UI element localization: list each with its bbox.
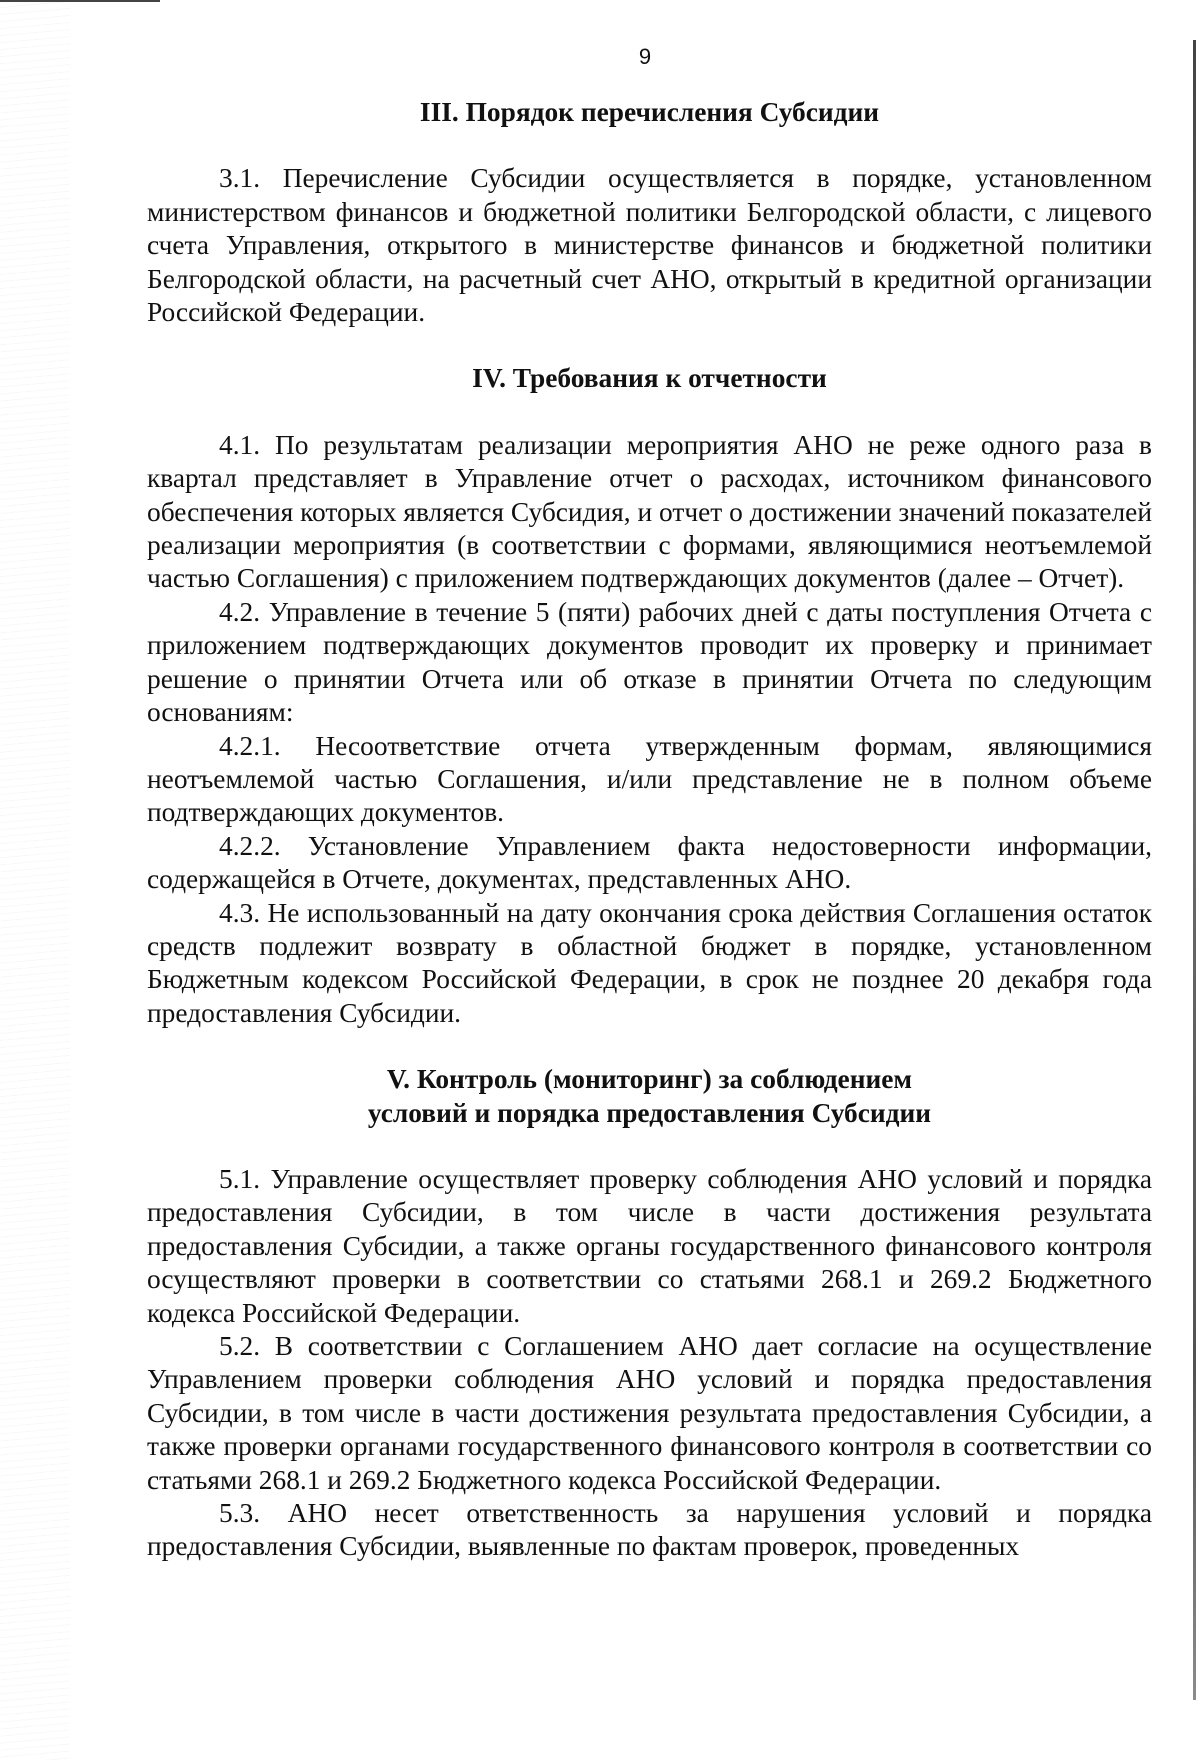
- paragraph-5-3: 5.3. АНО несет ответственность за нарушения условий и порядка предоставления Субсидии, выявленные по фактам проверок, проведенных: [147, 1498, 1152, 1562]
- paragraph-4-2-1: 4.2.1. Несоответствие отчета утвержденным формам, являющимися неотъемлемой частью Соглашения, и/или представление не в полном объеме подтверждающих документов.: [147, 730, 1152, 828]
- page-number: 9: [638, 44, 652, 69]
- section-5-title-line-1: V. Контроль (мониторинг) за соблюдением: [386, 1064, 913, 1095]
- section-4-title: IV. Требования к отчетности: [472, 363, 827, 394]
- section-5-title: [147, 1063, 1152, 1130]
- section-5-title-line-2: условий и порядка предоставления Субсидии: [367, 1097, 932, 1128]
- section-3-title: III. Порядок перечисления Субсидии: [419, 97, 880, 127]
- paragraph-4-2: 4.2. Управление в течение 5 (пяти) рабочих дней с даты поступления Отчета с приложением подтверждающих документов проводит их проверку и принимает решение о принятии Отчета или об отказе в принятии Отчета по следующим основаниям:: [147, 596, 1152, 728]
- paragraph-5-1: 5.1. Управление осуществляет проверку соблюдения АНО условий и порядка предоставления Субсидии, в том числе в части достижения результата предоставления Субсидии, а также органы государственного финансового контроля осуществляют проверки в соответствии со статьями 268.1 и 269.2 Бюджетного кодекса Российской Федерации.: [147, 1163, 1152, 1328]
- paragraph-3-1: 3.1. Перечисление Субсидии осуществляется в порядке, установленном министерством финансов и бюджетной политики Белгородской области, с лицевого счета Управления, открытого в министерстве финансов и бюджетной политики Белгородской области, на расчетный счет АНО, открытый в кредитной организации Российской Федерации.: [147, 163, 1152, 328]
- paragraph-4-3: 4.3. Не использованный на дату окончания срока действия Соглашения остаток средств подлежит возврату в областной бюджет в порядке, установленном Бюджетным кодексом Российской Федерации, в срок не позднее 20 декабря года предоставления Субсидии.: [147, 897, 1152, 1028]
- paragraph-4-2-2: 4.2.2. Установление Управлением факта недостоверности информации, содержащейся в Отчете, документах, представленных АНО.: [147, 830, 1152, 895]
- paragraph-4-1: 4.1. По результатам реализации мероприятия АНО не реже одного раза в квартал представляет в Управление отчет о расходах, источником финансового обеспечения которых является Субсидия, и отчет о достижении значений показателей реализации мероприятия (в соответствии с формами, являющимися неотъемлемой частью Соглашения) с приложением подтверждающих документов (далее – Отчет).: [147, 429, 1152, 594]
- scan-artifact-left-edge: [0, 0, 70, 1760]
- scan-artifact-right-edge: [1193, 40, 1196, 1700]
- paragraph-5-2: 5.2. В соответствии с Соглашением АНО дает согласие на осуществление Управлением проверки соблюдения АНО условий и порядка предоставления Субсидии, в том числе в части достижения результата предоставления Субсидии, а также проверки органами государственного финансового контроля в соответствии со статьями 268.1 и 269.2 Бюджетного кодекса Российской Федерации.: [147, 1331, 1152, 1495]
- document-body: [147, 96, 1152, 1564]
